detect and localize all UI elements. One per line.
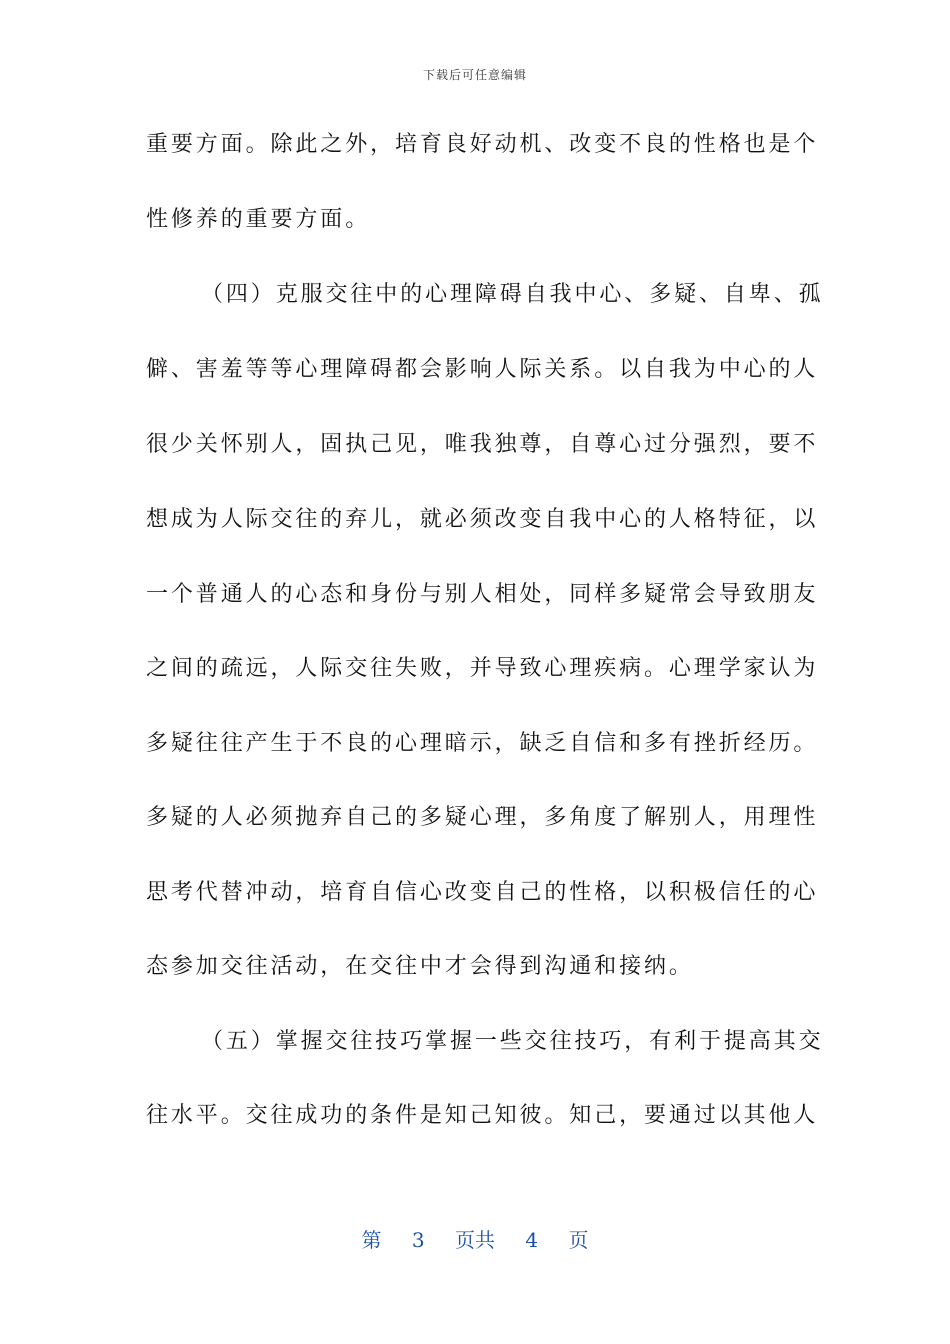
download-note: 下载后可任意编辑: [422, 68, 527, 82]
total-page-number: 4: [525, 1228, 539, 1252]
current-page-number: 3: [411, 1228, 425, 1252]
body-line-3: （四）克服交往中的心理障碍自我中心、多疑、自卑、孤: [201, 282, 824, 307]
body-line-8: 之间的疏远，人际交往失败，并导致心理疾病。心理学家认为: [146, 656, 819, 681]
page-footer: [0, 1224, 950, 1253]
body-line-10: 多疑的人必须抛弃自己的多疑心理，多角度了解别人，用理性: [146, 805, 819, 830]
body-line-1: 重要方面。除此之外，培育良好动机、改变不良的性格也是个: [146, 132, 819, 157]
body-line-2: 性修养的重要方面。: [146, 207, 371, 232]
body-line-12: 态参加交往活动，在交往中才会得到沟通和接纳。: [146, 954, 694, 979]
page-label-prefix: 第: [361, 1228, 382, 1252]
body-line-9: 多疑往往产生于不良的心理暗示，缺乏自信和多有挫折经历。: [146, 731, 819, 756]
body-line-11: 思考代替冲动，培育自信心改变自己的性格，以积极信任的心: [146, 880, 819, 905]
body-line-4: 僻、害羞等等心理障碍都会影响人际关系。以自我为中心的人: [146, 357, 819, 382]
body-line-5: 很少关怀别人，固执己见，唯我独尊，自尊心过分强烈，要不: [146, 432, 819, 457]
body-line-14: 往水平。交往成功的条件是知己知彼。知己，要通过以其他人: [146, 1103, 819, 1128]
body-line-13: （五）掌握交往技巧掌握一些交往技巧，有利于提高其交: [201, 1029, 824, 1054]
body-line-6: 想成为人际交往的弃儿，就必须改变自我中心的人格特征，以: [146, 507, 819, 532]
page-label-mid: 页共: [455, 1228, 495, 1252]
page-label-suffix: 页: [568, 1228, 589, 1252]
body-line-7: 一个普通人的心态和身份与别人相处，同样多疑常会导致朋友: [146, 582, 819, 607]
